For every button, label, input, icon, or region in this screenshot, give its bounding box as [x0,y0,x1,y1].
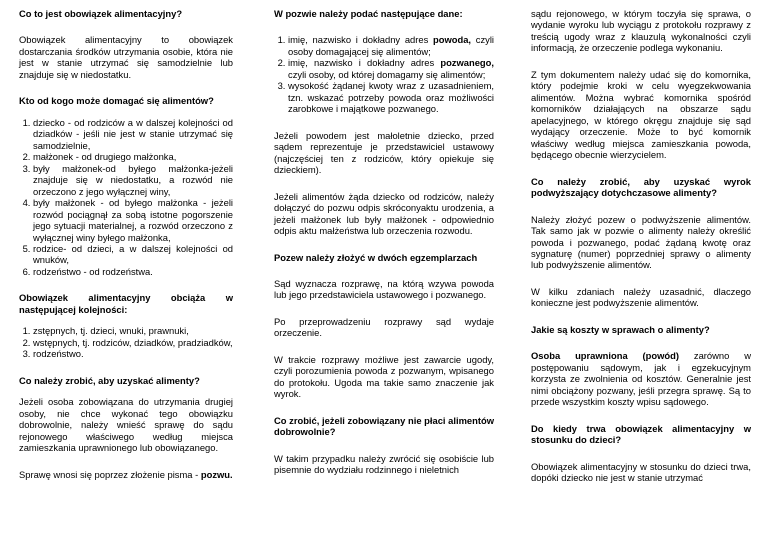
costs-text: zarówno w postępowaniu sądowym, jak i egzekucyjnym korzysta ze zwolnienia od kosztów. Generalnie jest nimi obciążony pozwany, jeśli przegra sprawę. Są to przede wszystkim koszty wpisu sądowego. [531,350,752,408]
list-item: 3. były małżonek-od byłego małżonka-jeżeli znajduje się w niedostatku, a rozwód nie orzeczono z jego wyłącznej winy, [33,163,233,197]
heading-who-can-claim: Kto od kogo może domagać się alimentów? [19,95,214,107]
heading-costs: Jakie są koszty w sprawach o alimenty? [531,323,710,335]
list-item: 2. wstępnych, tj. rodziców, dziadków, pradziadków, [33,337,233,348]
costs-paragraph [531,350,751,407]
item-text: czyli osoby domagającej się alimentów; [288,34,494,57]
heading-what-is-alimony: Co to jest obowiązek alimentacyjny? [19,8,183,19]
list-item: 3. rodzeństwo. [33,348,233,359]
bailiff-paragraph: Z tym dokumentem należy udać się do komornika, który podejmie kroki w celu wyegzekwowania alimentów. Można wybrać komornika spośród komorników działających na obszarze sądu apelacyjnego, w którego okręgu znajduje się sąd wydający orzeczenie. Może to być komornik właściwy według miejsca zamieszkania powoda, będącego obecnie wierzycielem. [531,68,751,161]
list-item [288,57,494,80]
column-right [531,8,751,484]
item-text: wysokość żądanej kwoty wraz z uzasadnieniem, tzn. wskazać potrzeby powoda oraz możliwości zarobkowe i majątkowe pozwanego. [288,80,494,115]
non-payment-paragraph: W takim przypadku należy zwrócić się osobiście lub pisemnie do wydziału rodzinnego i nieletnich [274,452,494,476]
item-text: imię, nazwisko i dokładny adres [288,34,434,46]
lawsuit-emphasis: pozwu. [200,468,233,480]
lawsuit-text: Sprawę wnosi się poprzez złożenie pisma - [19,468,199,480]
heading-how-to-obtain: Co należy zrobić, aby uzyskać alimenty? [19,374,200,386]
column-middle [274,8,494,476]
list-item: 1. zstępnych, tj. dzieci, wnuki, prawnuki, [33,325,233,336]
hearing-paragraph: Sąd wyznacza rozprawę, na którą wzywa powoda lub jego przedstawiciela ustawowego i pozwanego. [274,277,494,301]
list-item [288,34,494,57]
column-left [19,8,233,480]
heading-lawsuit-data: W pozwie należy podać następujące dane: [274,8,463,19]
list-item: 6. rodzeństwo - od rodzeństwa. [33,266,233,277]
justify-paragraph: W kilku zdaniach należy uzasadnić, dlaczego konieczne jest podwyższenie alimentów. [531,285,751,309]
list-item: 5. rodzice- od dzieci, a w dalszej kolejności od wnuków, [33,243,233,266]
heading-increase-alimony: Co należy zrobić, aby uzyskać wyrok podwyższający dotychczasowe alimenty? [531,175,751,199]
list-item: 1. dziecko - od rodziców a w dalszej kolejności od dziadków - jeśli nie jest w stanie utrzymać się samodzielnie, [33,117,233,151]
duration-paragraph: Obowiązek alimentacyjny w stosunku do dzieci trwa, dopóki dziecko nie jest w stanie utrzymać [531,460,751,484]
increase-paragraph: Należy złożyć pozew o podwyższenie alimentów. Tak samo jak w pozwie o alimenty należy określić powoda i pozwanego, podać żądaną kwotę oraz sygnaturę (numer) poprzedniej sprawy o alimenty lub podwyższenie alimentów. [531,213,751,271]
list-item: 4. były małżonek - od byłego małżonka - jeżeli rozwód pociągnął za sobą istotne pogorszenie jego sytuacji materialnej, a rozwód orzeczono z wyłącznej winy byłego małżonka, [33,197,233,243]
attachments-paragraph: Jeżeli alimentów żąda dziecko od rodziców, należy dołączyć do pozwu odpis skróconyaktu urodzenia, a jeżeli małżonek lub były małżonek - odpowiednio odpis aktu małżeństwa lub orzeczenia rozwodu. [274,190,494,237]
ruling-paragraph: Po przeprowadzeniu rozprawy sąd wydaje orzeczenie. [274,315,494,339]
enforcement-paragraph: sądu rejonowego, w którym toczyła się sprawa, o wydanie wyroku lub wyciągu z protokołu rozprawy z treścią ugody wraz z klauzulą wykonalności czyli informacją, że orzeczenie podlega wykonaniu. [531,8,751,54]
heading-order-of-obligation: Obowiązek alimentacyjny obciąża w następującej kolejności: [19,292,233,315]
lawsuit-paragraph [19,469,233,480]
item-emphasis: pozwanego, [440,57,494,69]
definition-paragraph: Obowiązek alimentacyjny to obowiązek dostarczania środków utrzymania osobie, która nie jest w stanie utrzymać się samodzielnie lub znajduje się w niedostatku. [19,34,233,80]
lawsuit-data-list [274,34,494,114]
heading-duration: Do kiedy trwa obowiązek alimentacyjny w stosunku do dzieci? [531,422,751,446]
item-text: czyli osoby, od której domagamy się alimentów; [288,68,486,80]
settlement-paragraph: W trakcie rozprawy możliwe jest zawarcie ugody, czyli porozumienia powoda z pozwanym, wpisanego do protokołu. Ugoda ma takie samo znaczenie jak wyrok. [274,353,494,400]
minor-child-paragraph: Jeżeli powodem jest małoletnie dziecko, przed sądem reprezentuje je przedstawiciel ustawowy (najczęściej ten z rodziców, który opiekuje się dzieckiem). [274,129,494,176]
heading-two-copies: Pozew należy złożyć w dwóch egzemplarzach [274,251,478,263]
costs-emphasis: Osoba uprawniona (powód) [531,350,680,362]
list-item [288,80,494,114]
list-item: 2. małżonek - od drugiego małżonka, [33,151,233,162]
item-emphasis: powoda, [433,34,472,46]
order-list [19,325,233,359]
item-text: imię, nazwisko i dokładny adres [288,57,441,69]
heading-non-payment: Co zrobić, jeżeli zobowiązany nie płaci alimentów dobrowolnie? [274,414,494,438]
court-paragraph: Jeżeli osoba zobowiązana do utrzymania drugiej osoby, nie chce wykonać tego obowiązku dobrowolnie, należy wnieść sprawę do sądu rejonowego właściwego według miejsca zamieszkania uprawnionego lub obowiązanego. [19,396,233,454]
claimants-list [19,117,233,278]
